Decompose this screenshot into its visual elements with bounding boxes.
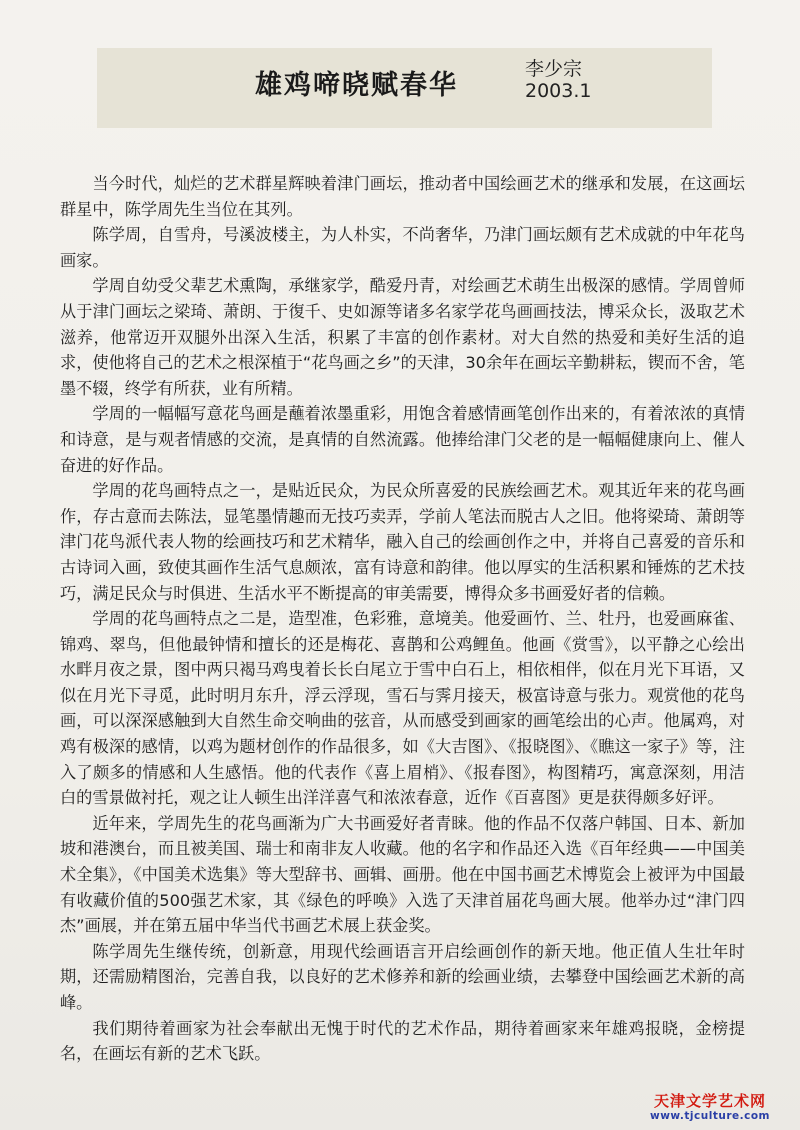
article-body: [60, 171, 745, 1067]
paragraph-recognition: 近年来，学周先生的花鸟画渐为广大书画爱好者青睐。他的作品不仅落户韩国、日本、新加坡和港澳台，而且被美国、瑞士和南非友人收藏。他的名字和作品还入选《百年经典——中国美术全集》，《中国美术选集》等大型辞书、画辑、画册。他在中国书画艺术博览会上被评为中国最有收藏价值的500强艺术家，其《绿色的呼唤》入选了天津首届花鸟画大展。他举办过“津门四杰”画展，并在第五届中华当代书画艺术展上获金奖。: [60, 813, 745, 936]
site-watermark: [624, 1092, 796, 1126]
paragraph-training: 学周自幼受父辈艺术熏陶，承继家学，酷爱丹青，对绘画艺术萌生出极深的感情。学周曾师从于津门画坛之梁琦、萧朗、于復千、史如源等诸多名家学花鸟画画技法，博采众长，汲取艺术滋养，他常迈开双腿外出深入生活，积累了丰富的创作素材。对大自然的热爱和美好生活的追求，使他将自己的艺术之根深植于“花鸟画之乡”的天津，30余年在画坛辛勤耕耘，锲而不舍，笔墨不辍，终学有所获，业有所精。: [60, 276, 745, 398]
paragraph-feature-one: 学周的花鸟画特点之一，是贴近民众，为民众所喜爱的民族绘画艺术。观其近年来的花鸟画作，存古意而去陈法，显笔墨情趣而无技巧卖弄，学前人笔法而脱古人之旧。他将梁琦、萧朗等津门花鸟派代表人物的绘画技巧和艺术精华，融入自己的绘画创作之中，并将自己喜爱的音乐和古诗词入画，致使其画作生活气息颇浓，富有诗意和韵律。他以厚实的生活积累和锤炼的艺术技巧，满足民众与时俱进、生活水平不断提高的审美需要，博得众多书画爱好者的信赖。: [60, 481, 745, 603]
paragraph-closing: 我们期待着画家为社会奉献出无愧于时代的艺术作品，期待着画家来年雄鸡报晓，金榜提名，在画坛有新的艺术飞跃。: [60, 1018, 745, 1064]
paragraph-biography: 陈学周，自雪舟，号溪波楼主，为人朴实，不尚奢华，乃津门画坛颇有艺术成就的中年花鸟画家。: [60, 225, 745, 270]
paragraph-style: 学周的一幅幅写意花鸟画是蘸着浓墨重彩，用饱含着感情画笔创作出来的，有着浓浓的真情和诗意，是与观者情感的交流，是真情的自然流露。他捧给津门父老的是一幅幅健康向上、催人奋进的好作品。: [60, 404, 745, 475]
page-title: 雄鸡啼晓赋春华: [255, 70, 458, 101]
watermark-name: 天津文学艺术网: [653, 1092, 766, 1110]
publish-date: 2003.1: [525, 80, 592, 102]
watermark-url: www.tjculture.com: [650, 1110, 770, 1122]
paragraph-innovation: 陈学周先生继传统，创新意，用现代绘画语言开启绘画创作的新天地。他正值人生壮年时期，还需励精图治，完善自我，以良好的艺术修养和新的绘画业绩，去攀登中国绘画艺术新的高峰。: [60, 941, 745, 1012]
author-name: 李少宗: [525, 58, 583, 80]
paragraph-feature-two: 学周的花鸟画特点之二是，造型准，色彩雅，意境美。他爱画竹、兰、牡丹，也爱画麻雀、锦鸡、翠鸟，但他最钟情和擅长的还是梅花、喜鹊和公鸡鲤鱼。他画《赏雪》，以平静之心绘出水畔月夜之景，图中两只褐马鸡曳着长长白尾立于雪中白石上，相依相伴，似在月光下耳语，又似在月光下寻觅，此时明月东升，浮云浮现，雪石与霁月接天，极富诗意与张力。观赏他的花鸟画，可以深深感触到大自然生命交响曲的弦音，从而感受到画家的画笔绘出的心声。他属鸡，对鸡有极深的感情，以鸡为题材创作的作品很多，如《大吉图》、《报晓图》、《瞧这一家子》等，注入了颇多的情感和人生感悟。他的代表作《喜上眉梢》、《报春图》，构图精巧，寓意深刻，用洁白的雪景做衬托，观之让人顿生出洋洋喜气和浓浓春意，近作《百喜图》更是获得颇多好评。: [60, 609, 745, 808]
byline: [525, 58, 591, 102]
paragraph-intro: 当今时代，灿烂的艺术群星辉映着津门画坛，推动者中国绘画艺术的继承和发展，在这画坛群星中，陈学周先生当位在其列。: [60, 174, 745, 219]
